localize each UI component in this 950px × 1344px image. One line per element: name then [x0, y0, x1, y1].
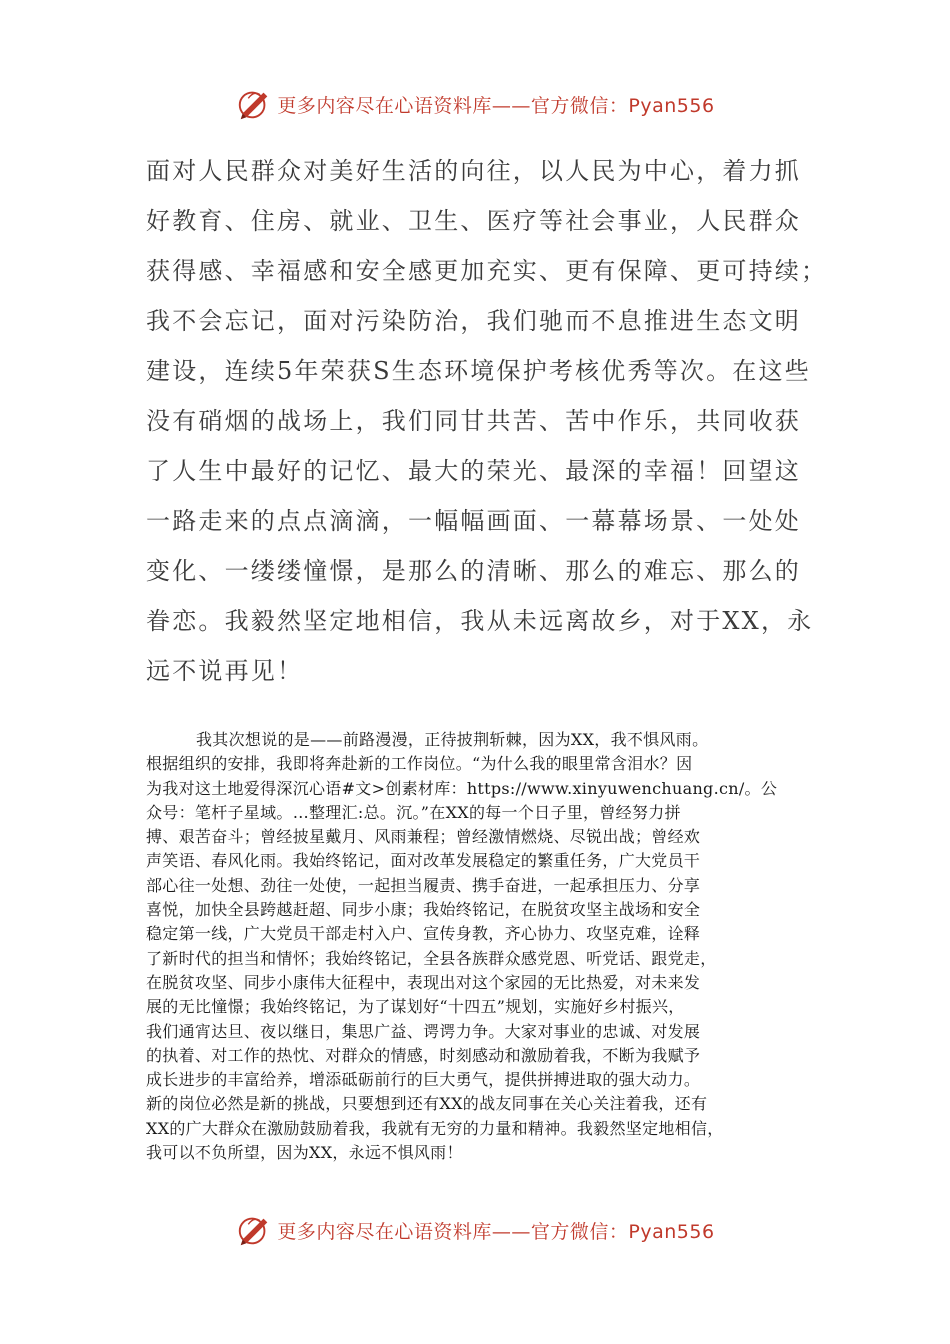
paragraph-line: 一路走来的点点滴滴，一幅幅画面、一幕幕场景、一处处 — [146, 507, 801, 535]
wechat-id: Pyan556 — [628, 94, 715, 117]
paragraph-line: 了新时代的担当和情怀；我始终铭记，全县各族群众感党恩、听党话、跟党走， — [146, 948, 717, 968]
paragraph-line: 搏、艰苦奋斗；曾经披星戴月、风雨兼程；曾经激情燃烧、尽锐出战；曾经欢 — [146, 827, 701, 847]
paragraph-line: 部心往一处想、劲往一处使，一起担当履责、携手奋进，一起承担压力、分享 — [146, 875, 701, 895]
header-watermark-banner — [0, 84, 950, 124]
banner-text: 更多内容尽在心语资料库——官方微信：Pyan556 — [277, 1220, 715, 1243]
paragraph-line: 没有硝烟的战场上，我们同甘共苦、苦中作乐，共同收获 — [146, 407, 801, 435]
small-text-paragraph — [146, 728, 808, 1165]
paragraph-line: 稳定第一线，广大党员干部走村入户、宣传身教，齐心协力、攻坚克难，诠释 — [146, 924, 701, 944]
paragraph-line: 众号：笔杆子星域。…整理汇:总。沉。”在XX的每一个日子里，曾经努力拼 — [146, 802, 681, 822]
paragraph-line: 为我对这土地爱得深沉心语#文>创素材库：https://www.xinyuwenchuang.cn/。公 — [146, 778, 778, 798]
pen-logo-icon — [235, 85, 273, 123]
paragraph-line: 的执着、对工作的热忱、对群众的情感，时刻感动和激励着我，不断为我赋予 — [146, 1045, 701, 1065]
paragraph-line: 建设，连续5年荣获S生态环境保护考核优秀等次。在这些 — [146, 357, 811, 385]
paragraph-line: 变化、一缕缕憧憬，是那么的清晰、那么的难忘、那么的 — [146, 557, 801, 585]
paragraph-line: XX的广大群众在激励鼓励着我，我就有无穷的力量和精神。我毅然坚定地相信， — [146, 1118, 724, 1138]
banner-text: 更多内容尽在心语资料库——官方微信：Pyan556 — [277, 94, 715, 117]
paragraph-line: 远不说再见！ — [146, 657, 304, 685]
paragraph-line: 获得感、幸福感和安全感更加充实、更有保障、更可持续； — [146, 257, 828, 285]
paragraph-line: 展的无比憧憬；我始终铭记，为了谋划好“十四五”规划，实施好乡村振兴， — [146, 997, 685, 1017]
footer-watermark-banner — [0, 1210, 950, 1250]
paragraph-line: 在脱贫攻坚、同步小康伟大征程中，表现出对这个家园的无比热爱，对未来发 — [146, 972, 701, 992]
paragraph-line: 了人生中最好的记忆、最大的荣光、最深的幸福！回望这 — [146, 457, 801, 485]
paragraph-line: 好教育、住房、就业、卫生、医疗等社会事业，人民群众 — [146, 207, 801, 235]
paragraph-line: 我不会忘记，面对污染防治，我们驰而不息推进生态文明 — [146, 307, 801, 335]
paragraph-line: 眷恋。我毅然坚定地相信，我从未远离故乡，对于XX，永 — [146, 607, 814, 635]
paragraph-line: 我其次想说的是——前路漫漫，正待披荆斩棘，因为XX，我不惧风雨。 — [196, 730, 709, 749]
paragraph-line: 我们通宵达旦、夜以继日，集思广益、谔谔力争。大家对事业的忠诚、对发展 — [146, 1021, 701, 1041]
paragraph-line: 根据组织的安排，我即将奔赴新的工作岗位。“为什么我的眼里常含泪水？因 — [146, 754, 693, 774]
wechat-id: Pyan556 — [628, 1220, 715, 1243]
large-text-paragraph — [146, 146, 828, 696]
paragraph-line: 成长进步的丰富给养，增添砥砺前行的巨大勇气，提供拼搏进取的强大动力。 — [146, 1070, 701, 1090]
paragraph-line: 我可以不负所望，因为XX，永远不惧风雨！ — [146, 1143, 463, 1163]
pen-logo-icon — [235, 1211, 273, 1249]
paragraph-line: 喜悦，加快全县跨越赶超、同步小康；我始终铭记，在脱贫攻坚主战场和安全 — [146, 900, 701, 920]
paragraph-line: 面对人民群众对美好生活的向往，以人民为中心，着力抓 — [146, 157, 801, 185]
paragraph-line: 声笑语、春风化雨。我始终铭记，面对改革发展稳定的繁重任务，广大党员干 — [146, 851, 701, 871]
paragraph-line: 新的岗位必然是新的挑战，只要想到还有XX的战友同事在关心关注着我，还有 — [146, 1094, 708, 1114]
